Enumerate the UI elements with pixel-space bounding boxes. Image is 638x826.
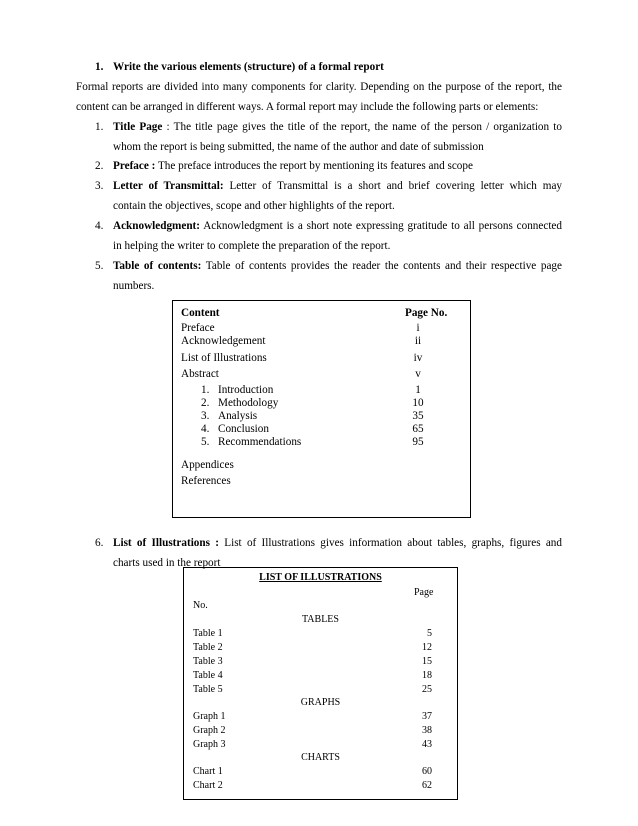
loi-group-heading: TABLES	[302, 614, 339, 625]
loi-row-page: 18	[422, 670, 432, 681]
loi-row-label: Graph 2	[193, 725, 226, 736]
loi-row-label: Table 2	[193, 642, 223, 653]
loi-row-label: Table 1	[193, 628, 223, 639]
toc-box	[172, 300, 471, 518]
loi-row-label: Chart 1	[193, 766, 223, 777]
item-number: 6.	[95, 537, 104, 549]
item-line	[113, 160, 473, 172]
loi-group-heading: CHARTS	[301, 752, 340, 763]
item-term: Acknowledgment:	[113, 220, 201, 232]
toc-chapter-num: 5.	[201, 436, 210, 448]
loi-row-page: 60	[422, 766, 432, 777]
item-line	[113, 537, 562, 549]
loi-row-page: 12	[422, 642, 432, 653]
item-line	[113, 260, 562, 272]
item-number: 4.	[95, 220, 104, 232]
toc-chapter-page: 35	[412, 410, 424, 422]
loi-page-header: Page	[414, 587, 434, 598]
question-title: Write the various elements (structure) of a formal report	[113, 61, 384, 73]
intro-line-1: Formal reports are divided into many components for clarity. Depending on the purpose of the report, the	[76, 81, 562, 93]
item-term: Letter of Transmittal:	[113, 180, 224, 192]
item-term: Table of contents:	[113, 260, 202, 272]
item-text: The title page gives the title of the report, the name of the person / organization to	[173, 121, 563, 133]
toc-back-matter: Appendices	[181, 459, 234, 471]
toc-chapter-num: 3.	[201, 410, 210, 422]
loi-row-page: 43	[422, 739, 432, 750]
loi-title: LIST OF ILLUSTRATIONS	[259, 572, 382, 583]
item-line	[113, 180, 562, 192]
item-term: Preface :	[113, 160, 156, 172]
loi-row-label: Graph 1	[193, 711, 226, 722]
toc-entry-label: Abstract	[181, 368, 219, 380]
toc-page-header: Page No.	[405, 307, 448, 319]
toc-entry-label: Acknowledgement	[181, 335, 266, 347]
loi-box	[183, 567, 458, 800]
toc-entry-page: i	[416, 322, 420, 334]
loi-row-label: Chart 2	[193, 780, 223, 791]
item-text: The preface introduces the report by mentioning its features and scope	[157, 160, 473, 172]
loi-group-heading: GRAPHS	[300, 697, 341, 708]
toc-content-header: Content	[181, 307, 220, 319]
toc-chapter-label: Recommendations	[218, 436, 302, 448]
item-number: 3.	[95, 180, 104, 192]
item-number: 2.	[95, 160, 104, 172]
loi-row-label: Table 3	[193, 656, 223, 667]
toc-chapter-label: Methodology	[218, 397, 279, 409]
intro-line-2: content can be arranged in different ways. A formal report may include the following parts or elements:	[76, 101, 539, 113]
toc-chapter-label: Conclusion	[218, 423, 269, 435]
question-number: 1.	[95, 61, 104, 73]
item-text: List of Illustrations gives information about tables, graphs, figures and	[224, 537, 562, 549]
toc-chapter-num: 1.	[201, 384, 210, 396]
loi-row-label: Graph 3	[193, 739, 226, 750]
item-line-2: contain the objectives, scope and other highlights of the report.	[113, 200, 395, 212]
toc-entry-page: iv	[413, 352, 423, 364]
loi-row-page: 62	[422, 780, 432, 791]
toc-chapter-page: 65	[412, 423, 424, 435]
item-term: Title Page	[113, 121, 163, 133]
loi-row-page: 25	[422, 684, 432, 695]
loi-row-page: 38	[422, 725, 432, 736]
toc-chapter-page: 95	[412, 436, 424, 448]
item-line: Title Page : The title page gives the title of the report, the name of the person / organization to	[113, 121, 563, 133]
toc-entry-page: ii	[414, 335, 422, 347]
item-line-2: whom the report is being submitted, the name of the author and date of submission	[113, 141, 484, 153]
loi-row-page: 15	[422, 656, 432, 667]
item-text: Acknowledgment is a short note expressing gratitude to all persons connected	[203, 220, 562, 232]
loi-row-page: 5	[427, 628, 432, 639]
toc-entry-page: v	[415, 368, 421, 380]
toc-entry-label: Preface	[181, 322, 215, 334]
item-text: Table of contents provides the reader the contents and their respective page	[205, 260, 562, 272]
toc-chapter-page: 10	[412, 397, 424, 409]
toc-chapter-label: Analysis	[218, 410, 258, 422]
toc-chapter-num: 2.	[201, 397, 210, 409]
toc-back-matter: References	[181, 475, 231, 487]
item-line-2: in helping the writer to complete the preparation of the report.	[113, 240, 391, 252]
item-text: Letter of Transmittal is a short and brief covering letter which may	[229, 180, 563, 192]
item-line-2: charts used in the report	[113, 557, 221, 569]
item-line-2: numbers.	[113, 280, 155, 292]
toc-chapter-label: Introduction	[218, 384, 274, 396]
item-line	[113, 220, 562, 232]
toc-chapter-num: 4.	[201, 423, 210, 435]
toc-chapter-page: 1	[415, 384, 421, 396]
loi-row-page: 37	[422, 711, 432, 722]
item-number: 5.	[95, 260, 104, 272]
toc-entry-label: List of Illustrations	[181, 352, 267, 364]
item-number: 1.	[95, 121, 104, 133]
loi-row-label: Table 5	[193, 684, 223, 695]
loi-no-header: No.	[193, 600, 208, 611]
loi-row-label: Table 4	[193, 670, 223, 681]
item-term: List of Illustrations :	[113, 537, 219, 549]
